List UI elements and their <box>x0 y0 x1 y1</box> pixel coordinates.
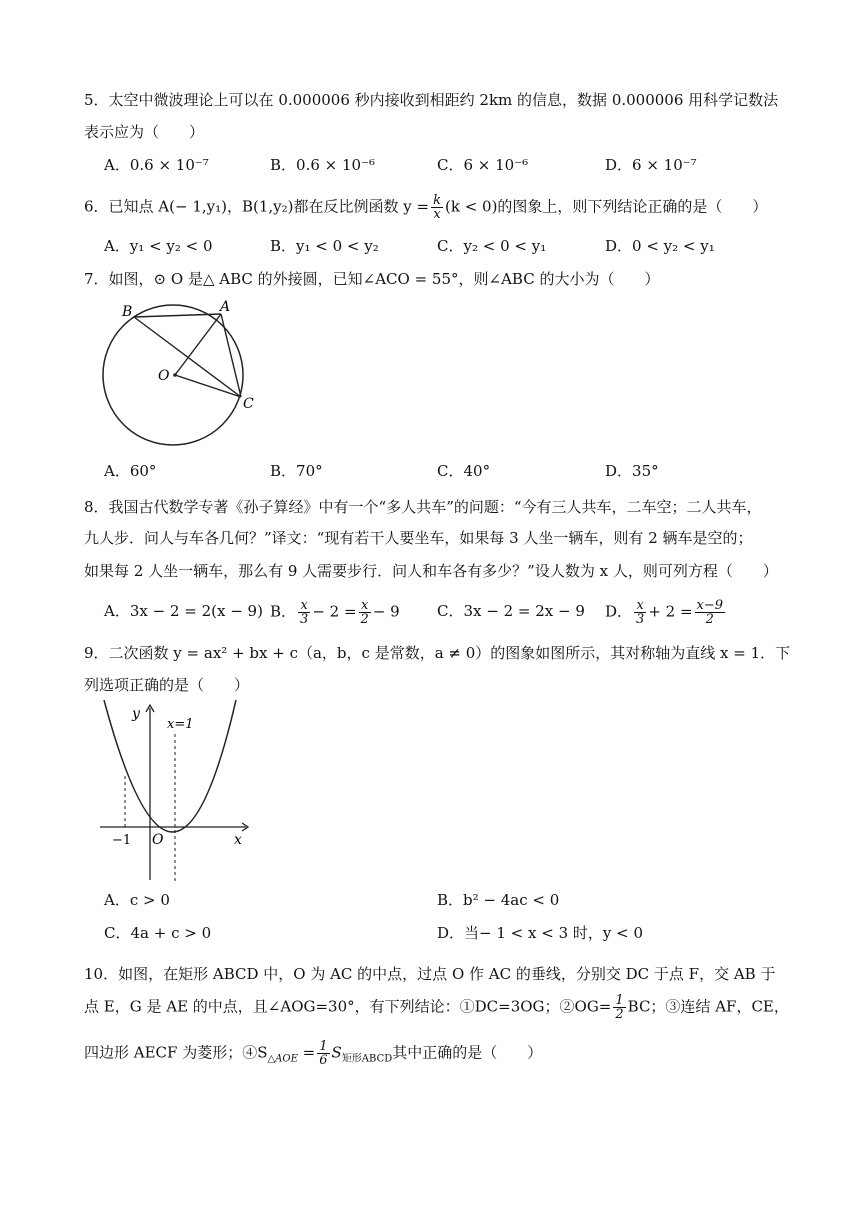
q5-option-a: A．0.6 × 10⁻⁷ <box>104 156 209 174</box>
q8-d-mid: + 2 = <box>648 602 693 621</box>
q5-stem-line2: 表示应为（ ） <box>84 123 205 141</box>
q10-area-sub1: △AOE <box>267 1053 298 1065</box>
q5-option-c: C．6 × 10⁻⁶ <box>437 156 529 174</box>
q8-b-mid: − 2 = <box>312 602 357 621</box>
q6-frac-den: x <box>433 207 441 222</box>
q10-line3-pre: 四边形 AECF 为菱形；④S <box>84 1043 268 1062</box>
q8-d-frac2-den: 2 <box>705 612 714 627</box>
q8-b-frac2-num: x <box>359 599 371 613</box>
q10-half-den: 2 <box>615 1007 624 1022</box>
label-y: y <box>132 706 140 722</box>
q8-stem-line2: 九人步．问人与车各几何？”译文：“现有若干人要坐车，如果每 3 人坐一辆车，则有 2 辆车是空的； <box>84 529 753 547</box>
q9-stem-line1: 9．二次函数 y = ax² + bx + c（a，b，c 是常数，a ≠ 0）的图象如图所示，其对称轴为直线 x = 1．下 <box>84 644 791 662</box>
q8-b-frac1-num: x <box>298 599 310 613</box>
label-neg1: −1 <box>112 833 132 848</box>
circumcircle <box>103 305 243 445</box>
q8-option-b <box>270 599 400 626</box>
q7-stem: 7．如图，⊙ O 是△ ABC 的外接圆，已知∠ACO = 55°，则∠ABC 的大小为（ ） <box>84 270 660 288</box>
segment-oa <box>175 314 221 375</box>
q9-parabola-figure <box>96 700 256 885</box>
q7-option-b: B．70° <box>270 462 323 480</box>
label-b: B <box>122 304 133 320</box>
q6-stem <box>84 194 767 221</box>
q9-stem-line2: 列选项正确的是（ ） <box>84 676 250 694</box>
label-o: O <box>158 368 170 384</box>
q10-sixth-fraction <box>317 1040 329 1067</box>
segment-oc <box>175 375 241 397</box>
q5-option-d: D．6 × 10⁻⁷ <box>605 156 697 174</box>
q8-d-frac2 <box>695 599 726 626</box>
segment-ba <box>134 314 221 317</box>
q8-d-frac1-num: x <box>634 599 646 613</box>
q5-stem-line1: 5．太空中微波理论上可以在 0.000006 秒内接收到相距约 2km 的信息，数据 0.000006 用科学记数法 <box>84 91 779 109</box>
q8-b-frac1 <box>298 599 310 626</box>
q10-half-num: 1 <box>615 993 624 1008</box>
label-origin: O <box>152 832 164 848</box>
q10-line3-s: S <box>331 1043 342 1062</box>
q10-line3-post: 其中正确的是（ ） <box>392 1043 543 1062</box>
q8-stem-line3: 如果每 2 人坐一辆车，那么有 9 人需要步行．问人和车各有多少？”设人数为 x 人，则可列方程（ ） <box>84 562 778 580</box>
q10-stem-line3 <box>84 1040 542 1072</box>
q9-option-d: D．当− 1 < x < 3 时，y < 0 <box>437 924 644 942</box>
q6-stem-post: (k < 0)的图象上，则下列结论正确的是（ ） <box>444 197 768 216</box>
q7-option-d: D．35° <box>605 462 659 480</box>
label-symmetry: x=1 <box>167 717 194 732</box>
q8-d-prefix: D． <box>605 602 633 621</box>
q7-option-c: C．40° <box>437 462 491 480</box>
q8-option-d <box>605 599 727 626</box>
q10-line3-eq: = <box>297 1043 316 1062</box>
q9-option-c: C．4a + c > 0 <box>104 924 212 942</box>
label-c: C <box>243 396 254 412</box>
q10-line2-post: BC；③连结 AF，CE， <box>627 997 789 1016</box>
q10-stem-line1: 10．如图，在矩形 ABCD 中，O 为 AC 的中点，过点 O 作 AC 的垂线，分别交 DC 于点 F，交 AB 于 <box>84 965 776 983</box>
label-x: x <box>234 832 242 848</box>
q7-option-a: A．60° <box>104 462 157 480</box>
q6-stem-pre: 6．已知点 A(− 1,y₁)，B(1,y₂)都在反比例函数 y = <box>84 197 430 216</box>
q8-b-frac2-den: 2 <box>360 612 369 627</box>
center-point <box>173 373 177 377</box>
q8-d-frac2-num: x−9 <box>696 598 724 613</box>
q6-option-a: A．y₁ < y₂ < 0 <box>104 237 213 255</box>
q8-d-frac1-den: 3 <box>636 612 645 627</box>
q8-d-frac1 <box>634 599 646 626</box>
q9-option-b: B．b² − 4ac < 0 <box>437 891 560 909</box>
label-a: A <box>220 299 231 315</box>
q10-stem-line2 <box>84 994 789 1021</box>
q6-frac-num: k <box>433 193 441 208</box>
q10-half-fraction <box>613 994 625 1021</box>
q8-b-post: − 9 <box>372 602 400 621</box>
q6-option-b: B．y₁ < 0 < y₂ <box>270 237 379 255</box>
q5-option-b: B．0.6 × 10⁻⁶ <box>270 156 376 174</box>
q8-b-frac1-den: 3 <box>300 612 309 627</box>
q8-option-c: C．3x − 2 = 2x − 9 <box>437 602 585 620</box>
q6-option-c: C．y₂ < 0 < y₁ <box>437 237 547 255</box>
q7-circle-figure <box>96 298 276 448</box>
q10-line2-pre: 点 E，G 是 AE 的中点，且∠AOG=30°，有下列结论：①DC=3OG；②OG= <box>84 997 612 1016</box>
q10-area-sub2: 矩形ABCD <box>341 1053 393 1065</box>
q9-option-a: A．c > 0 <box>104 891 170 909</box>
q8-option-a: A．3x − 2 = 2(x − 9) <box>104 602 263 620</box>
q8-b-prefix: B． <box>270 602 297 621</box>
q6-option-d: D．0 < y₂ < y₁ <box>605 237 715 255</box>
q10-sixth-num: 1 <box>319 1039 328 1054</box>
q8-b-frac2 <box>359 599 371 626</box>
q10-sixth-den: 6 <box>319 1053 328 1068</box>
q8-stem-line1: 8．我国古代数学专著《孙子算经》中有一个“多人共车”的问题：“今有三人共车，二车空；二人共车， <box>84 498 762 516</box>
q6-fraction <box>431 194 443 221</box>
